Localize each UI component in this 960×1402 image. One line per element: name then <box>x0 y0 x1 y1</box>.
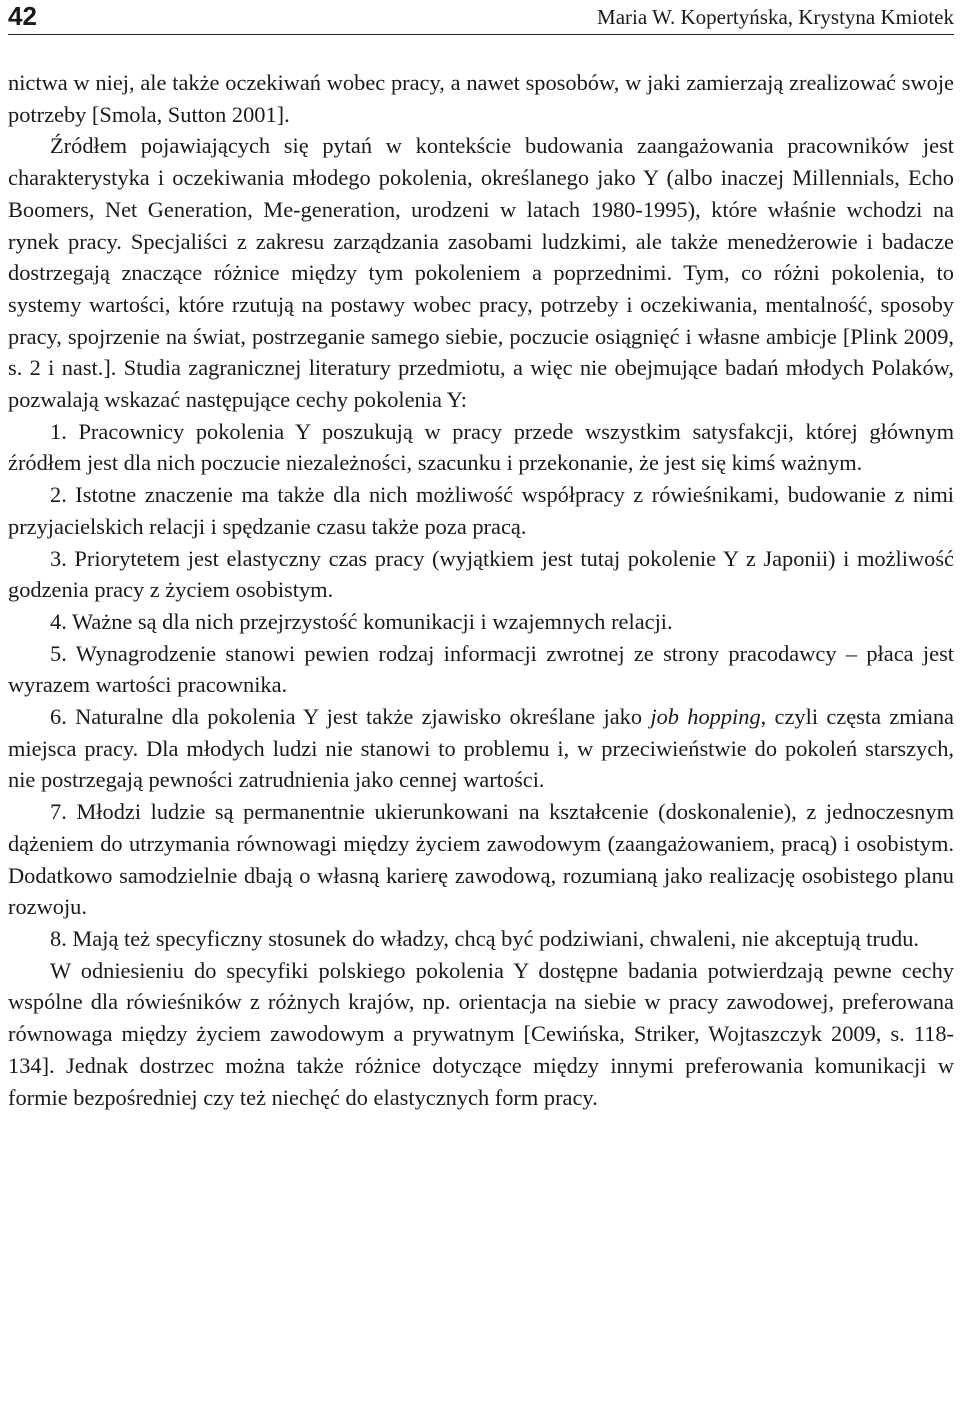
list-item-8: 8. Mają też specyficzny stosunek do władzy, chcą być podziwiani, chwaleni, nie akceptują trudu. <box>50 925 919 951</box>
list-item-5: 5. Wynagrodzenie stanowi pewien rodzaj informacji zwrotnej ze strony pracodawcy – płaca jest wyrazem wartości pracownika. <box>8 640 954 698</box>
list-item-6-italic-term: job hopping <box>650 704 761 730</box>
list-item-4: 4. Ważne są dla nich przejrzystość komunikacji i wzajemnych relacji. <box>50 608 673 634</box>
paragraph-generation-y-intro: Źródłem pojawiających się pytań w kontekście budowania zaangażowania pracowników jest charakterystyka i oczekiwania młodego pokolenia, określanego jako Y (albo inaczej Millennials, Echo Boomers, Net Generation, Me-generation, urodzeni w latach 1980-1995), które właśnie wchodzi na rynek pracy. Specjaliści z zakresu zarządzania zasobami ludzkimi, ale także menedżerowie i badacze dostrzegają znaczące różnice między tym pokoleniem a poprzednimi. Tym, co różni pokolenia, to systemy wartości, które rzutują na postawy wobec pracy, potrzeby i oczekiwania, mentalność, sposoby pracy, spojrzenie na świat, postrzeganie samego siebie, poczucie osiągnięć i własne ambicje [Plink 2009, s. 2 i nast.]. Studia zagranicznej literatury przedmiotu, a więc nie obejmujące badań młodych Polaków, pozwalają wskazać następujące cechy pokolenia Y: <box>8 133 954 413</box>
page-header <box>8 0 954 35</box>
list-item-7: 7. Młodzi ludzie są permanentnie ukierunkowani na kształcenie (doskonalenie), z jednoczesnym dążeniem do utrzymania równowagi między życiem zawodowym (zaangażowaniem, pracą) i osobistym. Dodatkowo samodzielnie dbają o własną karierę zawodową, rozumianą jako realizację osobistego planu rozwoju. <box>8 799 954 920</box>
list-item-1: 1. Pracownicy pokolenia Y poszukują w pracy przede wszystkim satysfakcji, której głównym źródłem jest dla nich poczucie niezależności, szacunku i przekonanie, że jest się kimś ważnym. <box>8 418 954 476</box>
list-item-3: 3. Priorytetem jest elastyczny czas pracy (wyjątkiem jest tutaj pokolenie Y z Japonii) i możliwość godzenia pracy z życiem osobistym. <box>8 545 954 603</box>
paragraph-continuation: nictwa w niej, ale także oczekiwań wobec pracy, a nawet sposobów, w jaki zamierzają zrealizować swoje potrzeby [Smola, Sutton 2001]. <box>8 70 954 127</box>
list-item-6 <box>8 701 954 796</box>
paragraph-polish-generation-y: W odniesieniu do specyfiki polskiego pokolenia Y dostępne badania potwierdzają pewne cechy wspólne dla rówieśników z różnych krajów, np. orientacja na siebie w pracy zawodowej, preferowana równowaga między życiem zawodowym a prywatnym [Cewińska, Striker, Wojtaszczyk 2009, s. 118-134]. Jednak dostrzec można także różnice dotyczące między innymi preferowania komunikacji w formie bezpośredniej czy też niechęć do elastycznych form pracy. <box>8 957 954 1110</box>
page-number: 42 <box>8 1 37 31</box>
list-item-2: 2. Istotne znaczenie ma także dla nich możliwość współpracy z rówieśnikami, budowanie z nimi przyjacielskich relacji i spędzanie czasu także poza pracą. <box>8 482 954 539</box>
list-item-6-text-end: , czyli częsta zmiana miejsca pracy. Dla młodych ludzi nie stanowi to problemu i, w przeciwieństwie do pokoleń starszych, nie postrzegają pewności zatrudnienia jako cennej wartości. <box>8 704 954 793</box>
body-text <box>8 67 954 1113</box>
running-head-authors: Maria W. Kopertyńska, Krystyna Kmiotek <box>597 5 954 29</box>
list-item-6-text-start: 6. Naturalne dla pokolenia Y jest także zjawisko określane jako <box>50 704 651 730</box>
